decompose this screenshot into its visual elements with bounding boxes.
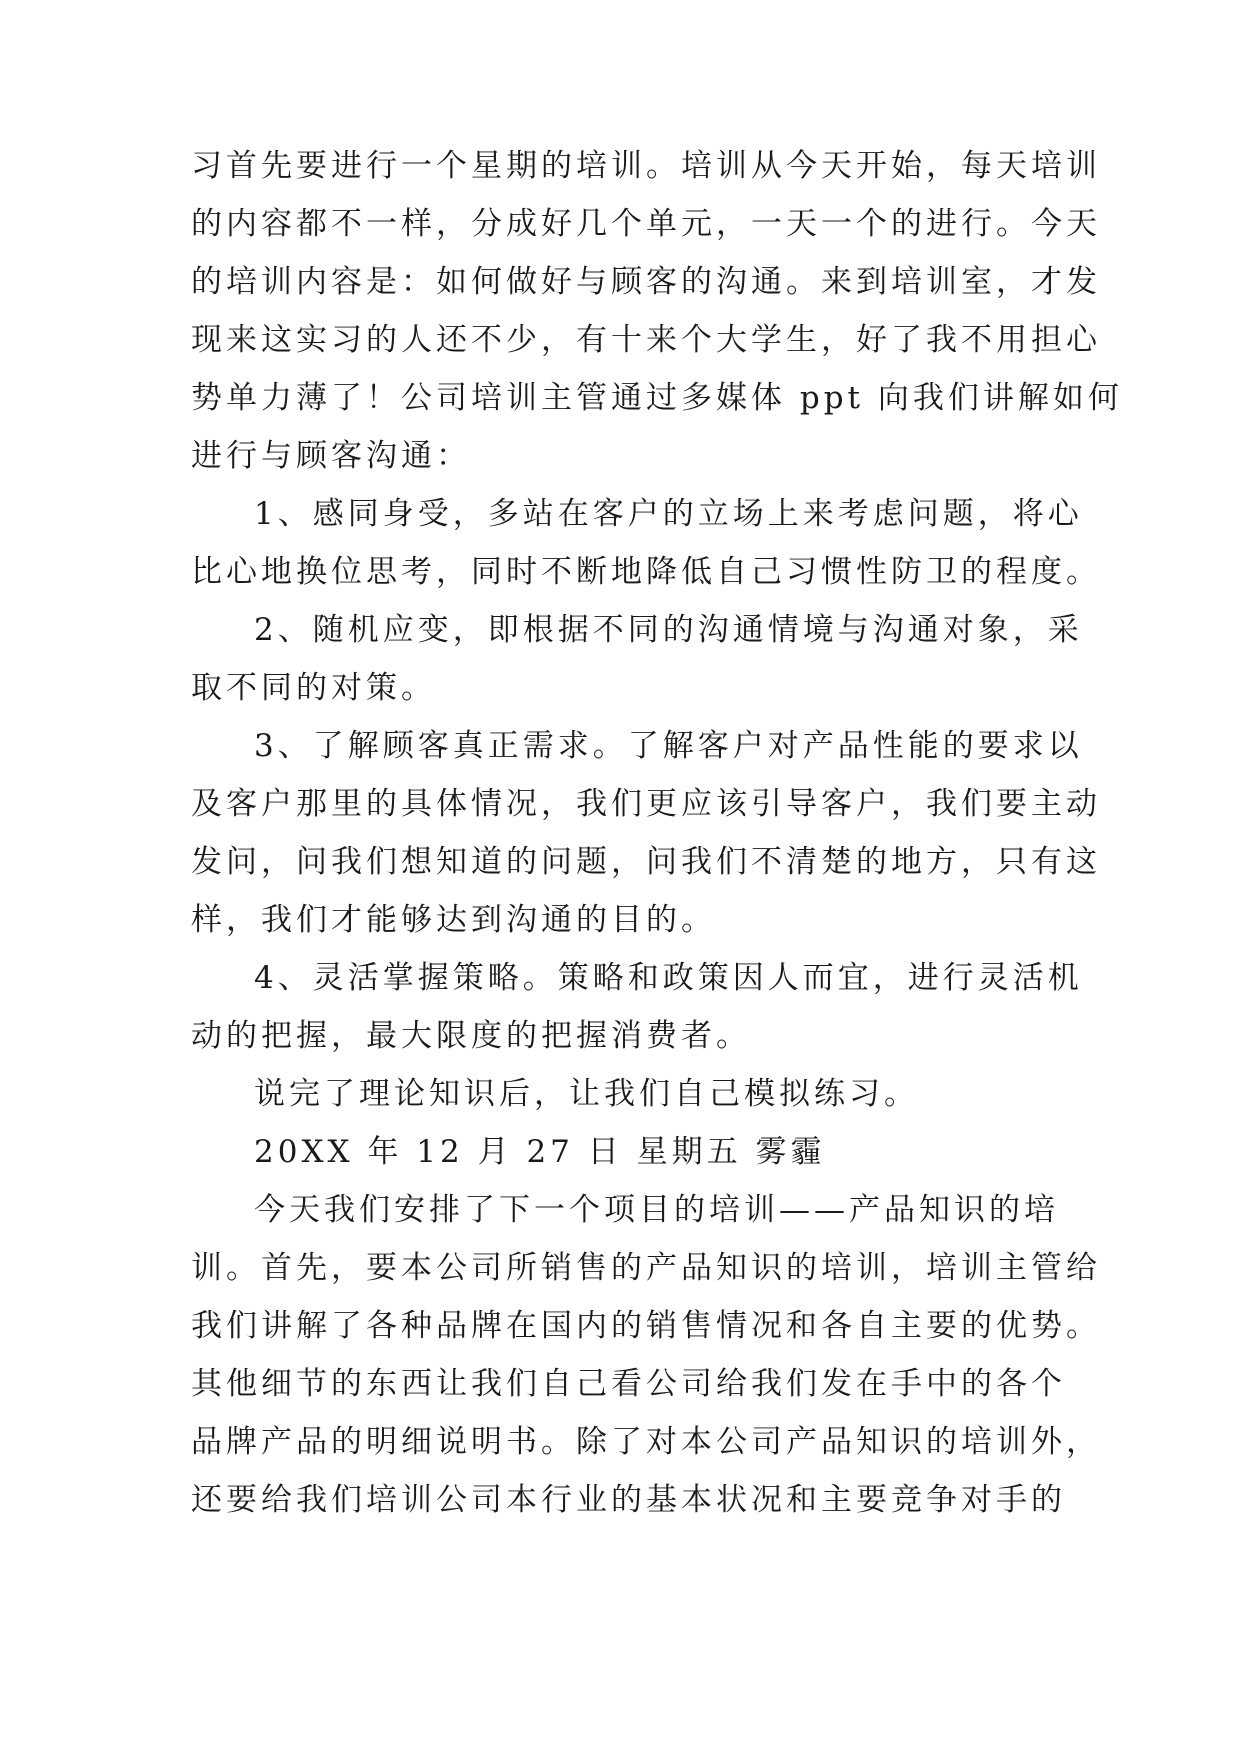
- text-line: 品牌产品的明细说明书。除了对本公司产品知识的培训外，: [191, 1424, 1101, 1460]
- text-line: 发问，问我们想知道的问题，问我们不清楚的地方，只有这: [191, 844, 1101, 880]
- text-line: 的内容都不一样，分成好几个单元，一天一个的进行。今天: [191, 206, 1101, 242]
- text-line: 习首先要进行一个星期的培训。培训从今天开始，每天培训: [191, 148, 1101, 184]
- text-line: 其他细节的东西让我们自己看公司给我们发在手中的各个: [191, 1366, 1066, 1402]
- text-line: 今天我们安排了下一个项目的培训——产品知识的培: [254, 1192, 1059, 1228]
- text-line: 我们讲解了各种品牌在国内的销售情况和各自主要的优势。: [191, 1308, 1101, 1344]
- text-line: 1、感同身受，多站在客户的立场上来考虑问题，将心: [254, 496, 1083, 532]
- text-line: 4、灵活掌握策略。策略和政策因人而宜，进行灵活机: [254, 960, 1083, 996]
- text-line: 进行与顾客沟通：: [191, 438, 471, 474]
- text-line: 取不同的对策。: [191, 670, 436, 706]
- text-line: 训。首先，要本公司所销售的产品知识的培训，培训主管给: [191, 1250, 1101, 1286]
- text-line: 及客户那里的具体情况，我们更应该引导客户，我们要主动: [191, 786, 1101, 822]
- text-line: 势单力薄了！公司培训主管通过多媒体 ppt 向我们讲解如何: [191, 380, 1123, 416]
- text-line: 样，我们才能够达到沟通的目的。: [191, 902, 716, 938]
- text-line: 2、随机应变，即根据不同的沟通情境与沟通对象，采: [254, 612, 1083, 648]
- text-line: 现来这实习的人还不少，有十来个大学生，好了我不用担心: [191, 322, 1101, 358]
- text-line: 的培训内容是：如何做好与顾客的沟通。来到培训室，才发: [191, 264, 1101, 300]
- text-line: 还要给我们培训公司本行业的基本状况和主要竞争对手的: [191, 1482, 1066, 1518]
- date-heading: 20XX 年 12 月 27 日 星期五 雾霾: [254, 1134, 826, 1170]
- text-line: 说完了理论知识后，让我们自己模拟练习。: [254, 1076, 919, 1112]
- text-line: 比心地换位思考，同时不断地降低自己习惯性防卫的程度。: [191, 554, 1101, 590]
- text-line: 3、了解顾客真正需求。了解客户对产品性能的要求以: [254, 728, 1083, 764]
- text-line: 动的把握，最大限度的把握消费者。: [191, 1018, 751, 1054]
